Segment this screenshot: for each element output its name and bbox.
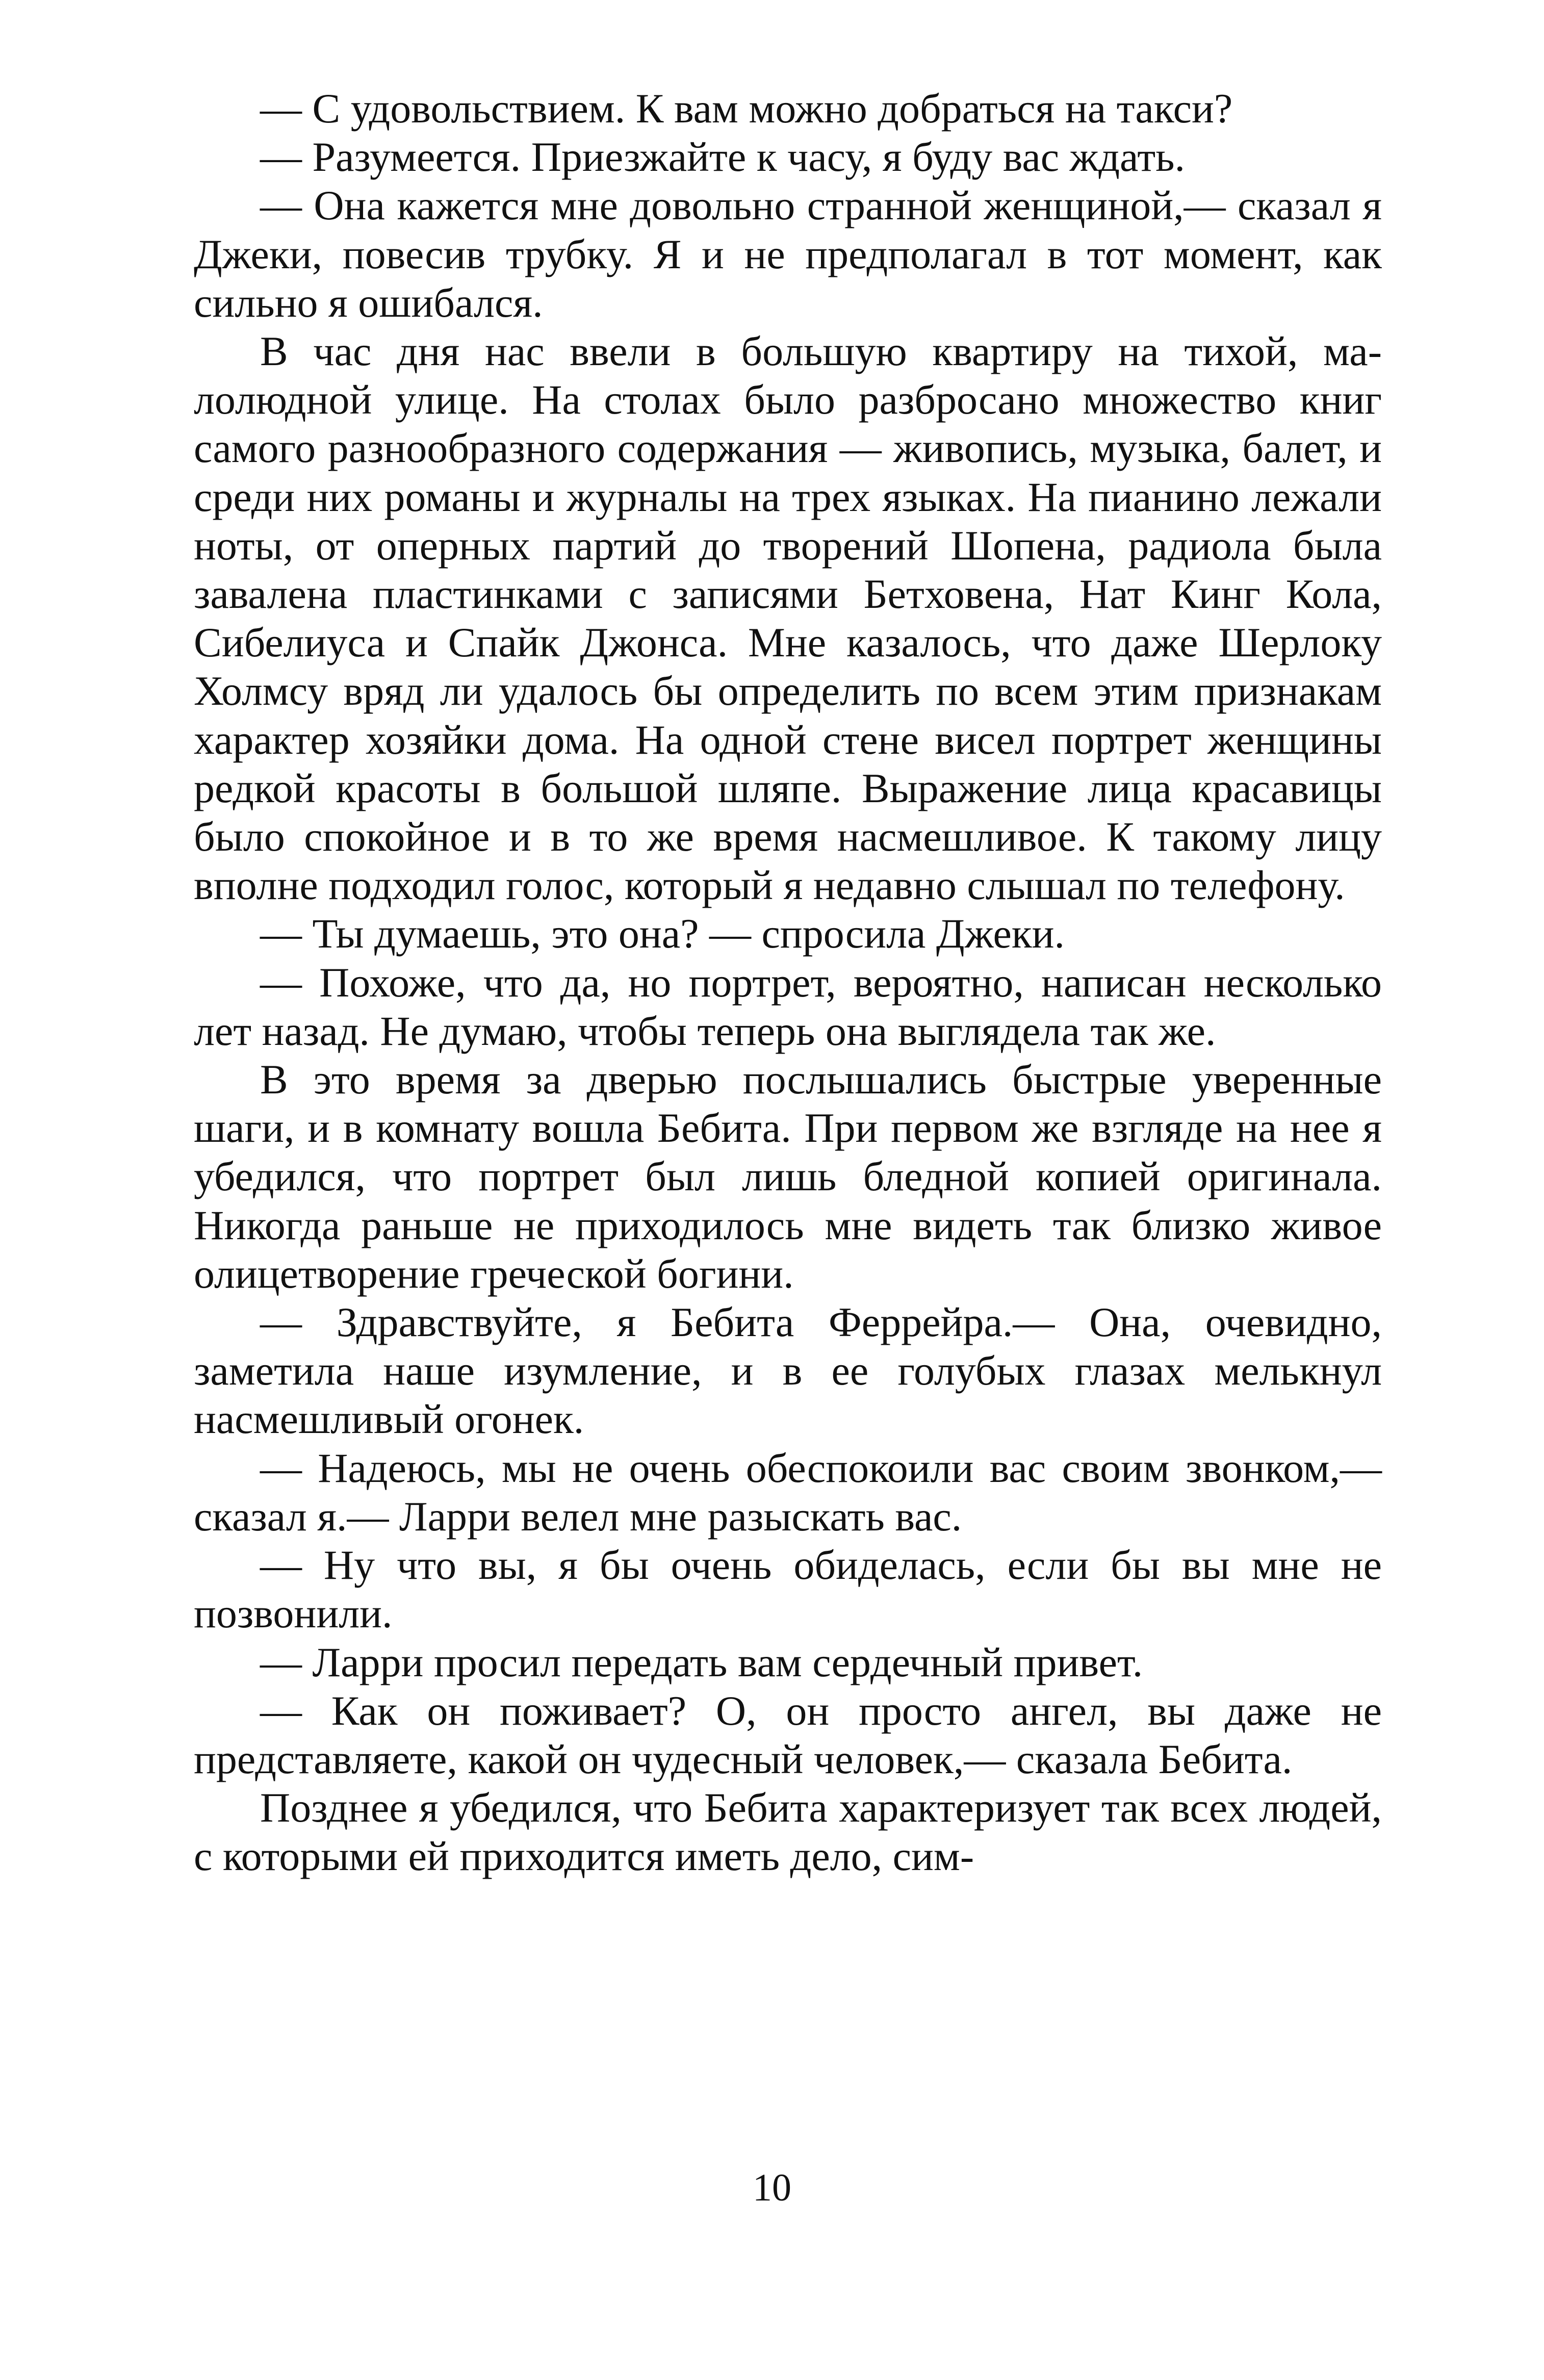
paragraph: — Ты думаешь, это она? — спросила Джеки. xyxy=(260,910,1065,957)
paragraph: — Ну что вы, я бы очень обиделась, если бы вы мне не позвонили. xyxy=(194,1542,1382,1637)
paragraph: — Ларри просил передать вам сердечный привет. xyxy=(260,1639,1143,1685)
paragraph: — Она кажется мне довольно странной женщиной,— сказал я Джеки, повесив трубку. Я и не предполагал в тот момент, как сильно я ошибался. xyxy=(194,182,1382,326)
paragraph: В это время за дверью послышались быстрые уверенные шаги, и в комнату вошла Бебита. При первом же взгляде на нее я убедился, что портрет был лишь бледной копией оригинала. Никогда раньше не приходилось мне видеть так близко живое олицетворение греческой богини. xyxy=(194,1056,1382,1297)
book-page xyxy=(194,84,1382,1881)
paragraph: — С удовольствием. К вам можно добраться на такси? xyxy=(260,85,1233,132)
paragraph: — Здравствуйте, я Бебита Феррейра.— Она, очевидно, заметила наше изумление, и в ее голубых глазах мелькнул насмешливый огонек. xyxy=(194,1299,1382,1443)
paragraph: — Как он поживает? О, он просто ангел, вы даже не представляете, какой он чудесный человек,— сказала Бебита. xyxy=(194,1687,1382,1782)
paragraph: — Надеюсь, мы не очень обеспокоили вас своим звонком,— сказал я.— Ларри велел мне разыскать вас. xyxy=(194,1444,1382,1540)
paragraph: В час дня нас ввели в большую квартиру на тихой, малолюдной улице. На столах было разбросано множество книг самого разнообразного содержания — живопись, музыка, балет, и среди них романы и журналы на трех языках. На пианино лежали ноты, от оперных партий до творений Шопена, радиола была завалена пластинками с записями Бетховена, Нат Кинг Кола, Сибелиуса и Спайк Джонса. Мне казалось, что даже Шерлоку Холмсу вряд ли удалось бы определить по всем этим признакам характер хозяйки дома. На одной стене висел портрет женщины редкой красоты в большой шляпе. Выражение лица красавицы было спокойное и в то же время насмешливое. К такому лицу вполне подходил голос, который я недавно слышал по телефону. xyxy=(194,328,1382,909)
body-text xyxy=(194,84,1382,1881)
paragraph: — Разумеется. Приезжайте к часу, я буду вас ждать. xyxy=(260,134,1186,181)
page-number: 10 xyxy=(753,2166,791,2209)
paragraph: Позднее я убедился, что Бебита характеризует так всех людей, с которыми ей приходится иметь дело, сим- xyxy=(194,1784,1382,1880)
paragraph: — Похоже, что да, но портрет, вероятно, написан несколько лет назад. Не думаю, чтобы теперь она выглядела так же. xyxy=(194,959,1382,1054)
